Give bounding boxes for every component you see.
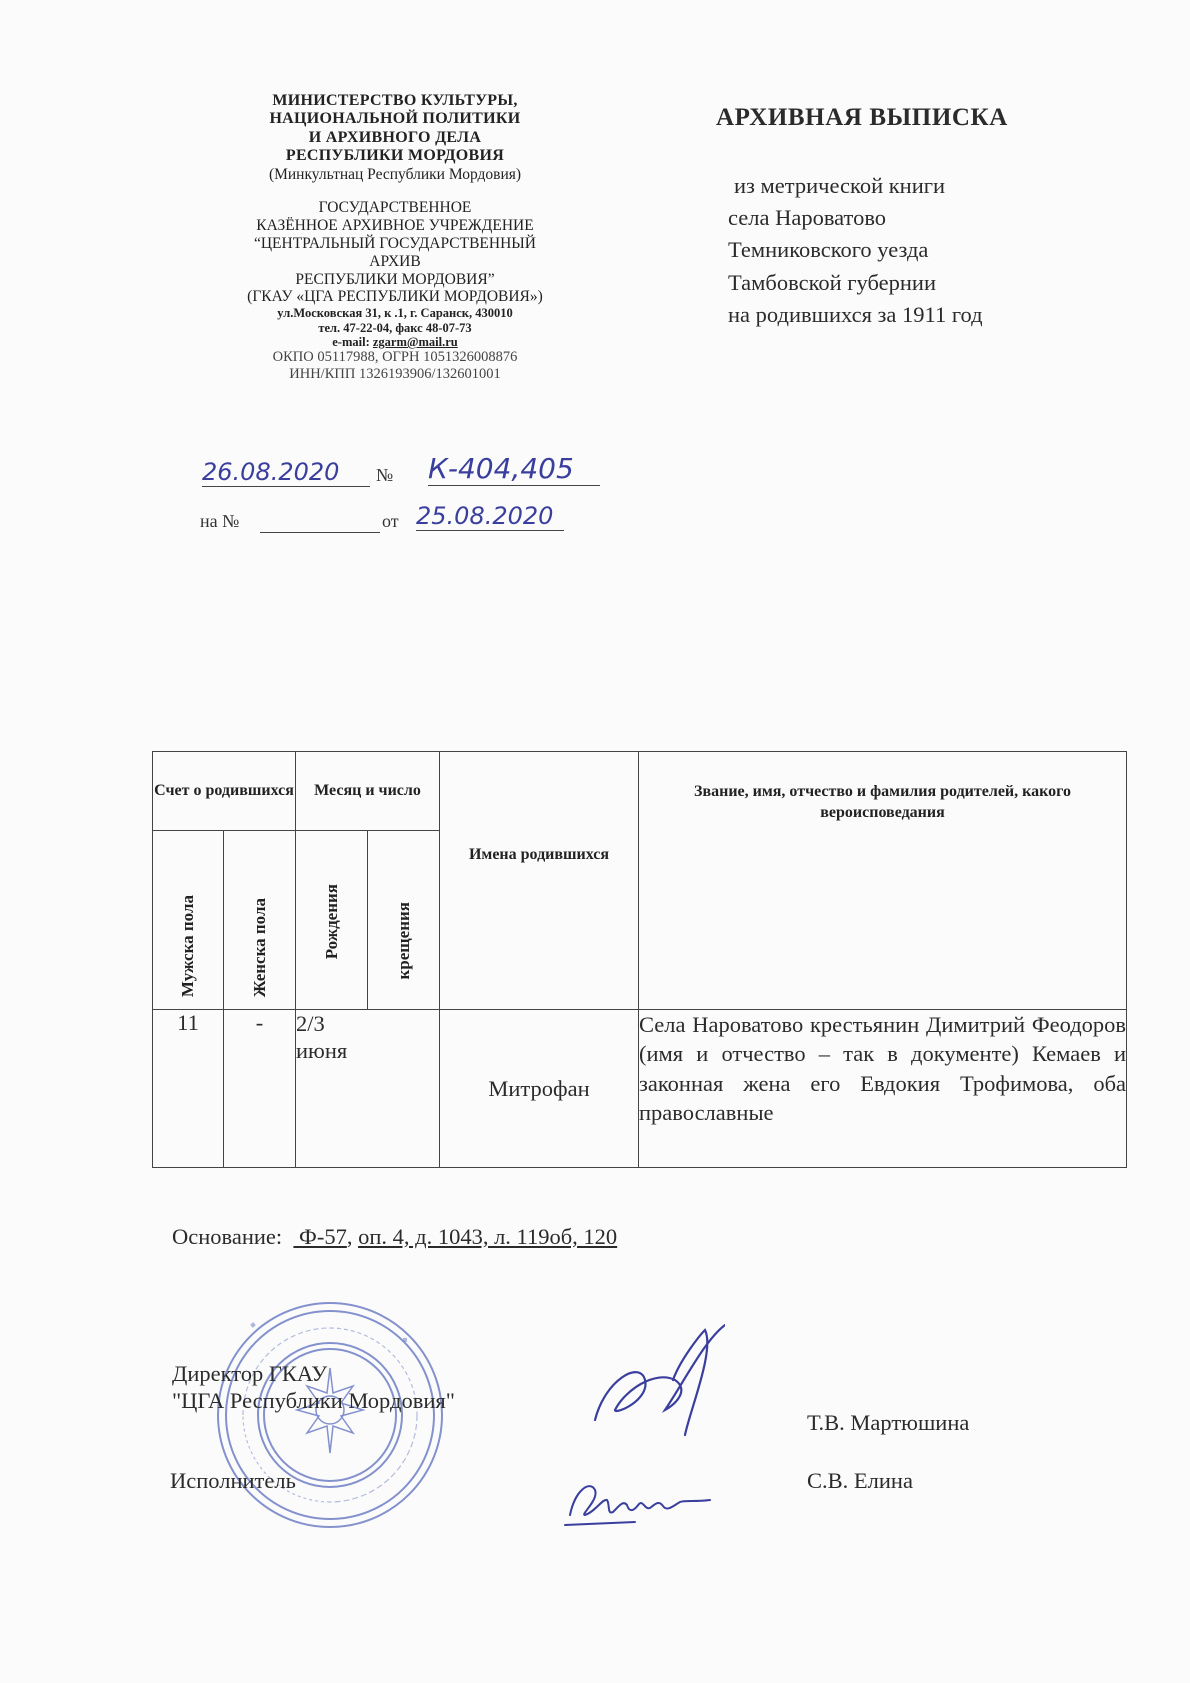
- header-baptism-cell: [368, 831, 440, 1010]
- org-ministry-short: (Минкультнац Республики Мордовия): [268, 165, 522, 183]
- org-ministry-line3: И АРХИВНОГО ДЕЛА: [308, 128, 482, 146]
- registration-number: К-404,405: [428, 452, 600, 486]
- organization-letterhead: [170, 92, 620, 383]
- document-title: АРХИВНАЯ ВЫПИСКА: [716, 104, 1008, 131]
- director-title: [172, 1360, 455, 1414]
- header-female: Женска пола: [249, 897, 269, 997]
- org-institution-line1: ГОСУДАРСТВЕННОЕ: [318, 199, 472, 217]
- basis-line: Основание: Ф-57, оп. 4, д. 1043, л. 119об, 120: [172, 1224, 618, 1249]
- subtitle-line: Темниковского уезда: [728, 237, 929, 263]
- subtitle-line: из метрической книги: [734, 173, 946, 198]
- reply-from-label: от: [382, 511, 399, 531]
- header-birth-cell: [296, 831, 368, 1010]
- org-phone: тел. 47-22-04, факс 48-07-73: [318, 320, 472, 335]
- header-baptism: крещения: [393, 901, 413, 979]
- executor-label: Исполнитель: [170, 1468, 296, 1493]
- org-okpo: ОКПО 05117988, ОГРН 1051326008876: [272, 349, 518, 366]
- executor-signature: [555, 1460, 715, 1530]
- org-email-label: e-mail:: [332, 335, 373, 349]
- header-female-cell: [224, 831, 296, 1010]
- org-inn: ИНН/КПП 1326193906/132601001: [289, 366, 501, 383]
- subtitle-line: Тамбовской губернии: [728, 269, 936, 295]
- cell-male: 11: [153, 1010, 224, 1168]
- basis-reference: оп. 4, д. 1043, л. 119об, 120: [358, 1224, 618, 1249]
- subtitle-line: села Нароватово: [728, 205, 887, 231]
- registration-date: 26.08.2020: [202, 458, 370, 487]
- org-ministry-line2: НАЦИОНАЛЬНОЙ ПОЛИТИКИ: [269, 110, 521, 128]
- director-title-line1: Директор ГКАУ: [172, 1361, 328, 1386]
- table-row: [153, 1010, 1127, 1168]
- header-count: Счет о родившихся: [153, 752, 296, 831]
- executor-name: С.В. Елина: [807, 1468, 913, 1493]
- org-institution-line2: КАЗЁННОЕ АРХИВНОЕ УЧРЕЖДЕНИЕ: [256, 217, 534, 235]
- registration-line: [200, 452, 600, 496]
- org-ministry-line1: МИНИСТЕРСТВО КУЛЬТУРЫ,: [272, 92, 518, 109]
- reply-number-label: на №: [200, 511, 240, 531]
- birth-record-table: [152, 751, 1127, 1168]
- document-subtitle: [728, 170, 983, 331]
- cell-date-day: 2/3: [296, 1011, 325, 1036]
- cell-date-month: июня: [296, 1038, 348, 1063]
- header-names: Имена родившихся: [440, 752, 639, 1010]
- basis-label: Основание:: [172, 1224, 283, 1249]
- header-male: Мужска пола: [177, 894, 197, 997]
- org-email: [170, 335, 620, 349]
- org-institution-line3: “ЦЕНТРАЛЬНЫЙ ГОСУДАРСТВЕННЫЙ: [253, 235, 536, 252]
- cell-name: Митрофан: [440, 1010, 639, 1168]
- org-email-link[interactable]: zgarm@mail.ru: [372, 335, 458, 349]
- reply-number-blank: [260, 512, 380, 533]
- director-name: Т.В. Мартюшина: [807, 1410, 970, 1435]
- org-institution-line5: РЕСПУБЛИКИ МОРДОВИЯ”: [295, 270, 495, 288]
- subtitle-line: на родившихся за 1911 год: [728, 301, 983, 327]
- header-male-cell: [153, 831, 224, 1010]
- director-title-line2: "ЦГА Республики Мордовия": [172, 1388, 455, 1413]
- org-institution-line4: АРХИВ: [369, 252, 421, 270]
- header-date: Месяц и число: [296, 752, 440, 831]
- header-parents: Звание, имя, отчество и фамилия родителей, какого вероисповедания: [639, 752, 1127, 1010]
- cell-parents: Села Нароватово крестьянин Димитрий Феодоров (имя и отчество – так в документе) Кемаев и законная жена его Евдокия Трофимова, оба православные: [639, 1010, 1127, 1168]
- reply-date: 25.08.2020: [416, 502, 564, 531]
- reply-line: [200, 502, 600, 542]
- org-institution-short: (ГКАУ «ЦГА РЕСПУБЛИКИ МОРДОВИЯ»): [247, 288, 543, 306]
- org-address: ул.Московская 31, к .1, г. Саранск, 430010: [277, 306, 513, 321]
- cell-female: -: [224, 1010, 296, 1168]
- official-seal-stamp: [213, 1298, 447, 1532]
- header-birth: Рождения: [321, 883, 341, 959]
- org-ministry-line4: РЕСПУБЛИКИ МОРДОВИЯ: [285, 147, 505, 165]
- registration-number-label: №: [376, 465, 394, 485]
- cell-date: [296, 1010, 440, 1168]
- basis-fund: Ф-57: [299, 1224, 347, 1249]
